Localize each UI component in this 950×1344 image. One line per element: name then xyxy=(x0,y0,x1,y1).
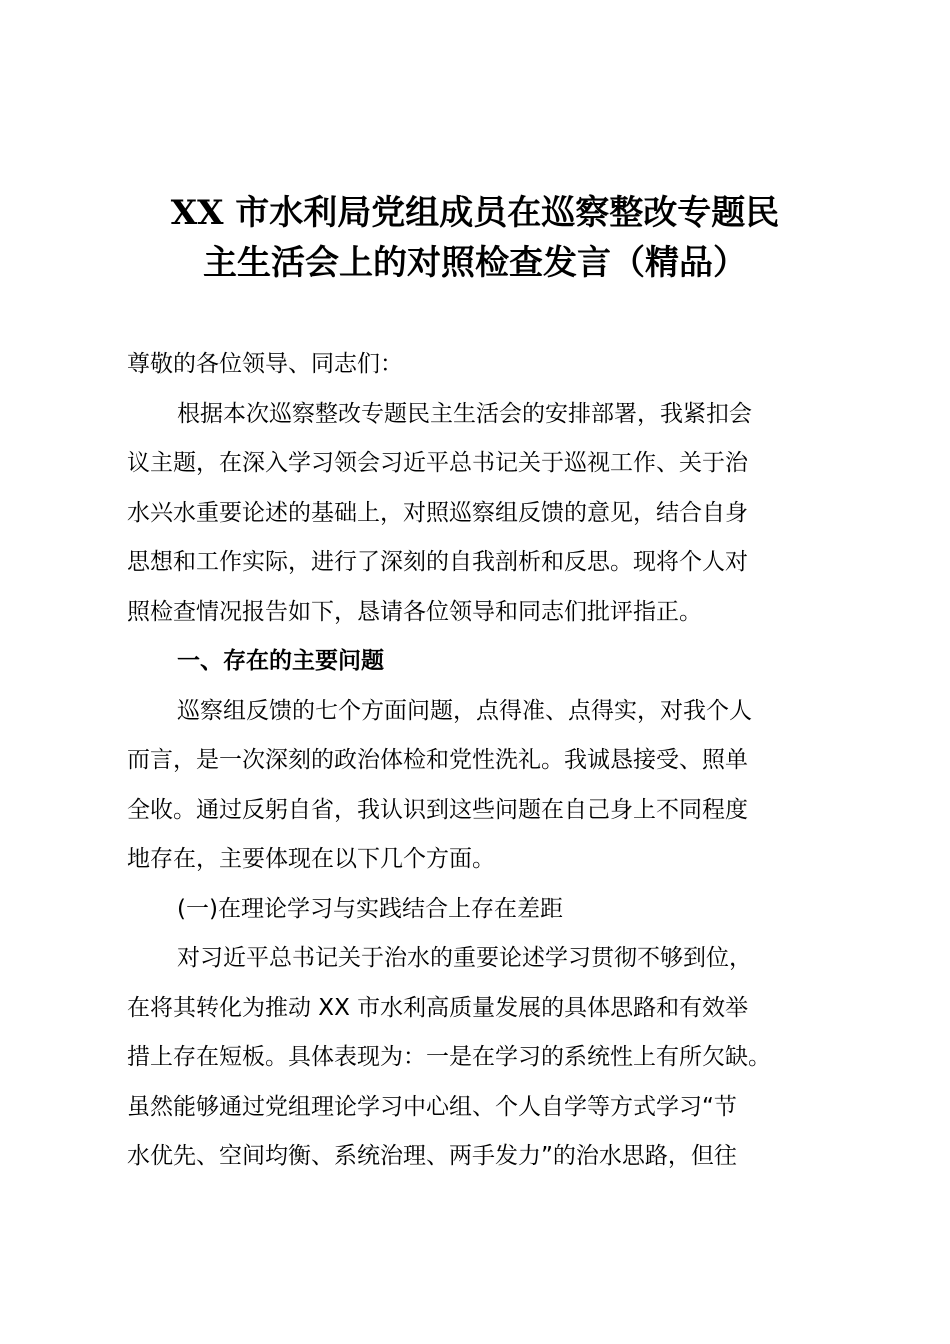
paragraph-line: 水兴水重要论述的基础上，对照巡察组反馈的意见，结合自身 xyxy=(127,499,748,526)
section-paragraph xyxy=(127,687,827,885)
intro-paragraph xyxy=(127,390,827,638)
paragraph-line: 在将其转化为推动 XX 市水利高质量发展的具体思路和有效举 xyxy=(127,994,749,1021)
paragraph-line: 虽然能够通过党组理论学习中心组、个人自学等方式学习“节 xyxy=(127,1093,737,1120)
paragraph-line: 照检查情况报告如下，恳请各位领导和同志们批评指正。 xyxy=(127,598,702,625)
paragraph-line: 根据本次巡察整改专题民主生活会的安排部署，我紧扣会 xyxy=(177,400,752,427)
document-body xyxy=(127,340,827,1182)
paragraph-line: 对习近平总书记关于治水的重要论述学习贯彻不够到位， xyxy=(177,945,752,971)
subsection-heading: (一)在理论学习与实践结合上存在差距 xyxy=(177,895,563,922)
salutation: 尊敬的各位领导、同志们： xyxy=(127,351,403,377)
section-heading: 一、存在的主要问题 xyxy=(177,648,384,674)
paragraph-line: 议主题，在深入学习领会习近平总书记关于巡视工作、关于治 xyxy=(127,450,748,476)
paragraph-line: 措上存在短板。具体表现为：一是在学习的系统性上有所欠缺。 xyxy=(127,1044,771,1070)
title-line-2: 主生活会上的对照检查发言（精品） xyxy=(203,243,747,283)
paragraph-line: 思想和工作实际，进行了深刻的自我剖析和反思。现将个人对 xyxy=(127,549,748,575)
subsection-paragraph xyxy=(127,934,827,1182)
paragraph-line: 而言，是一次深刻的政治体检和党性洗礼。我诚恳接受、照单 xyxy=(127,747,748,773)
paragraph-line: 全收。通过反躬自省，我认识到这些问题在自己身上不同程度 xyxy=(127,796,748,823)
paragraph-line: 水优先、空间均衡、系统治理、两手发力”的治水思路，但往 xyxy=(127,1143,737,1169)
paragraph-line: 地存在，主要体现在以下几个方面。 xyxy=(127,846,495,872)
document-title xyxy=(100,188,850,288)
title-line-1: XX 市水利局党组成员在巡察整改专题民 xyxy=(170,193,780,233)
paragraph-line: 巡察组反馈的七个方面问题，点得准、点得实，对我个人 xyxy=(177,697,752,724)
